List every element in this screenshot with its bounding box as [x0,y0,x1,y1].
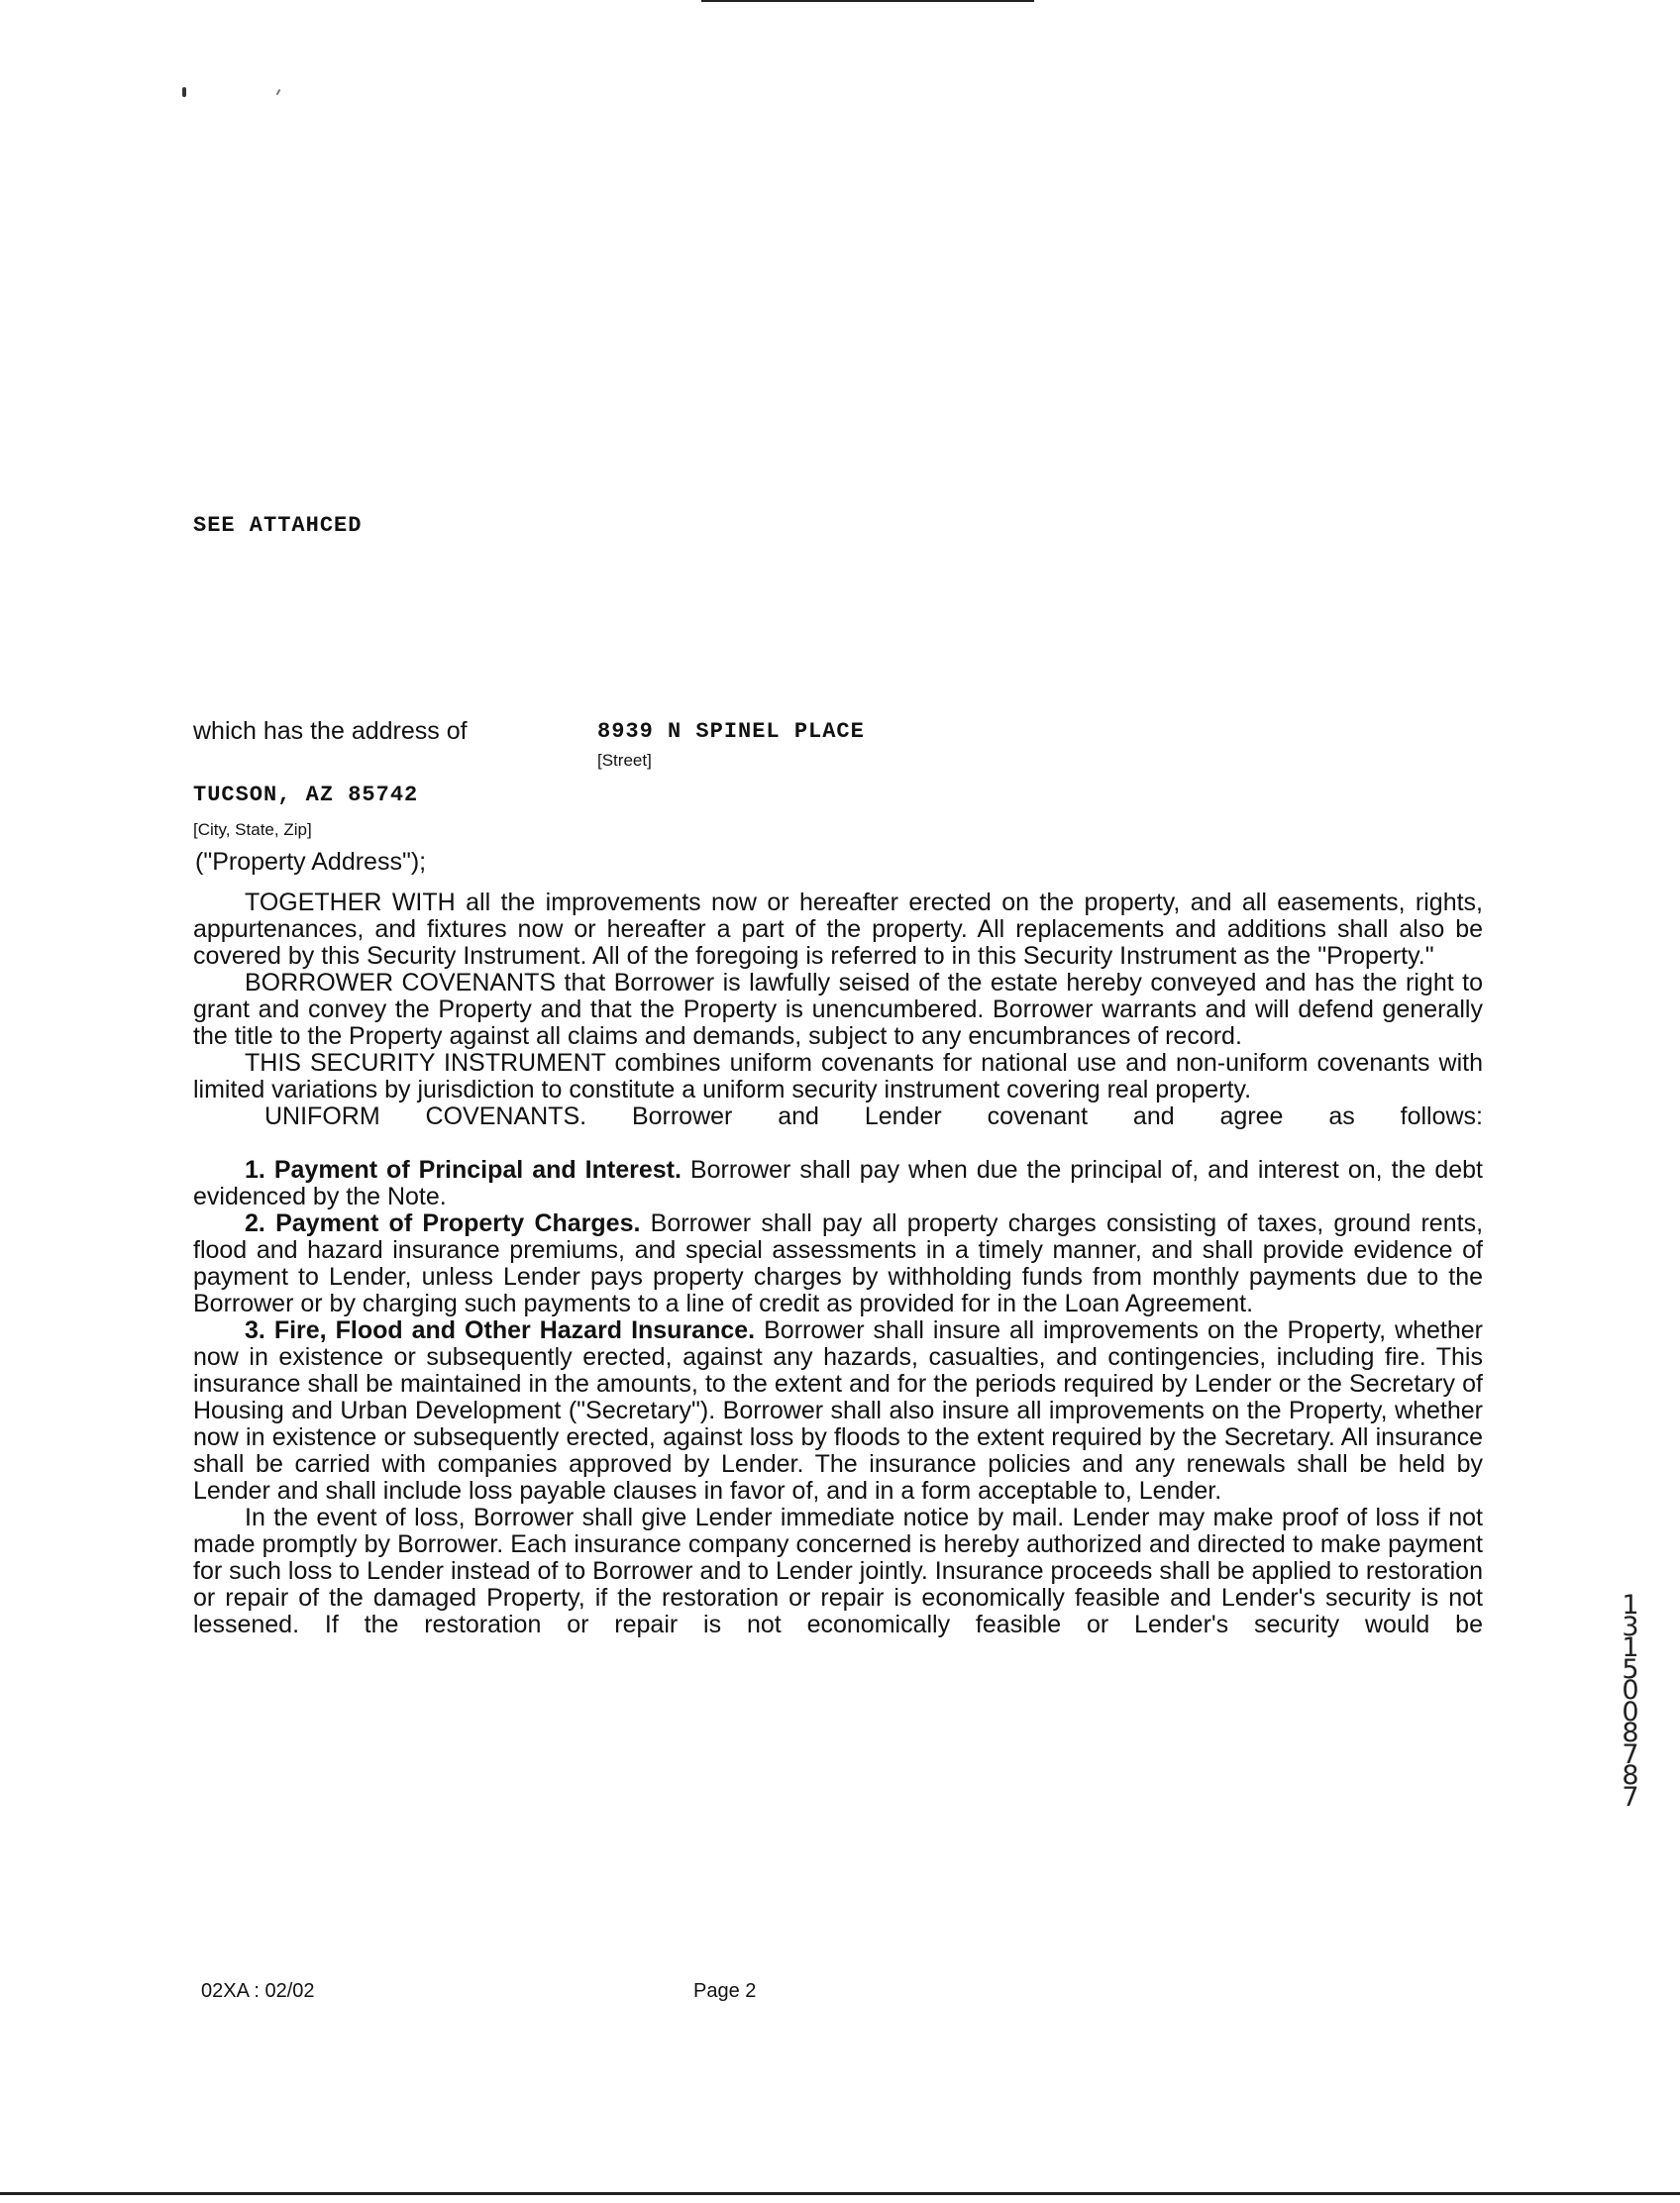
recording-number-stamp: 13150 08787 [1622,1590,1639,1813]
section-3 [193,1317,1483,1505]
address-label: which has the address of [193,717,468,745]
section-2-heading: 2. Payment of Property Charges. [245,1209,641,1237]
page-number: Page 2 [693,1980,757,2002]
form-code: 02XA : 02/02 [201,1980,315,2002]
section-2 [193,1210,1483,1317]
property-address-label: ("Property Address"); [195,848,427,876]
street-caption: [Street] [597,751,652,770]
security-instrument-paragraph: THIS SECURITY INSTRUMENT combines uniform covenants for national use and non-uniform covenants with limited variations by jurisdiction to constitute a uniform security instrument covering real property. [193,1049,1483,1103]
section-3-body: Borrower shall insure all improvements on the Property, whether now in existence or subsequently erected, against any hazards, casualties, and contingencies, including fire. This insurance shall be maintained in the amounts, to the extent and for the periods required by Lender or the Secretary of Housing and Urban Development ("Secretary"). Borrower shall also insure all improvements on the Property, whether now in existence or subsequently erected, against loss by floods to the extent required by the Secretary. All insurance shall be carried with companies approved by Lender. The insurance policies and any renewals shall be held by Lender and shall include loss payable clauses in favor of, and in a form acceptable to, Lender. [193,1316,1483,1505]
borrower-covenants-paragraph: BORROWER COVENANTS that Borrower is lawfully seised of the estate hereby conveyed and has the right to grant and convey the Property and that the Property is unencumbered. Borrower warrants and will defend generally the title to the Property against all claims and demands, subject to any encumbrances of record. [193,969,1483,1050]
scan-speck [276,89,281,95]
section-1 [193,1157,1483,1210]
section-2-body: Borrower shall pay all property charges consisting of taxes, ground rents, flood and hazard insurance premiums, and special assessments in a timely manner, and shall provide evidence of payment to Lender, unless Lender pays property charges by withholding funds from monthly payments due to the Borrower or by charging such payments to a line of credit as provided for in the Loan Agreement. [193,1209,1484,1317]
top-scan-rule [701,0,1034,2]
street-value: 8939 N SPINEL PLACE [597,719,865,744]
together-with-paragraph: TOGETHER WITH all the improvements now or hereafter erected on the property, and all easements, rights, appurtenances, and fixtures now or hereafter a part of the property. All replacements and additions shall also be covered by this Security Instrument. All of the foregoing is referred to in this Security Instrument as the "Property." [193,889,1483,970]
city-state-zip-caption: [City, State, Zip] [193,820,312,839]
section-1-heading: 1. Payment of Principal and Interest. [245,1156,682,1184]
document-body [193,890,1483,1638]
scan-speck [182,87,186,97]
uniform-covenants-paragraph: UNIFORM COVENANTS. Borrower and Lender covenant and agree as follows: [264,1102,1483,1130]
legal-description: SEE ATTAHCED [193,513,363,538]
bottom-scan-rule [0,2192,1680,2195]
loss-paragraph: In the event of loss, Borrower shall give Lender immediate notice by mail. Lender may make proof of loss if not made promptly by Borrower. Each insurance company concerned is hereby authorized and directed to make payment for such loss to Lender instead of to Borrower and to Lender jointly. Insurance proceeds shall be applied to restoration or repair of the damaged Property, if the restoration or repair is economically feasible and Lender's security is not lessened. If the restoration or repair is not economically feasible or Lender's security would be [193,1504,1483,1638]
section-3-heading: 3. Fire, Flood and Other Hazard Insurance. [245,1316,756,1344]
section-1-body: Borrower shall pay when due the principal of, and interest on, the debt evidenced by the Note. [193,1156,1484,1210]
city-state-zip-value: TUCSON, AZ 85742 [193,783,419,807]
